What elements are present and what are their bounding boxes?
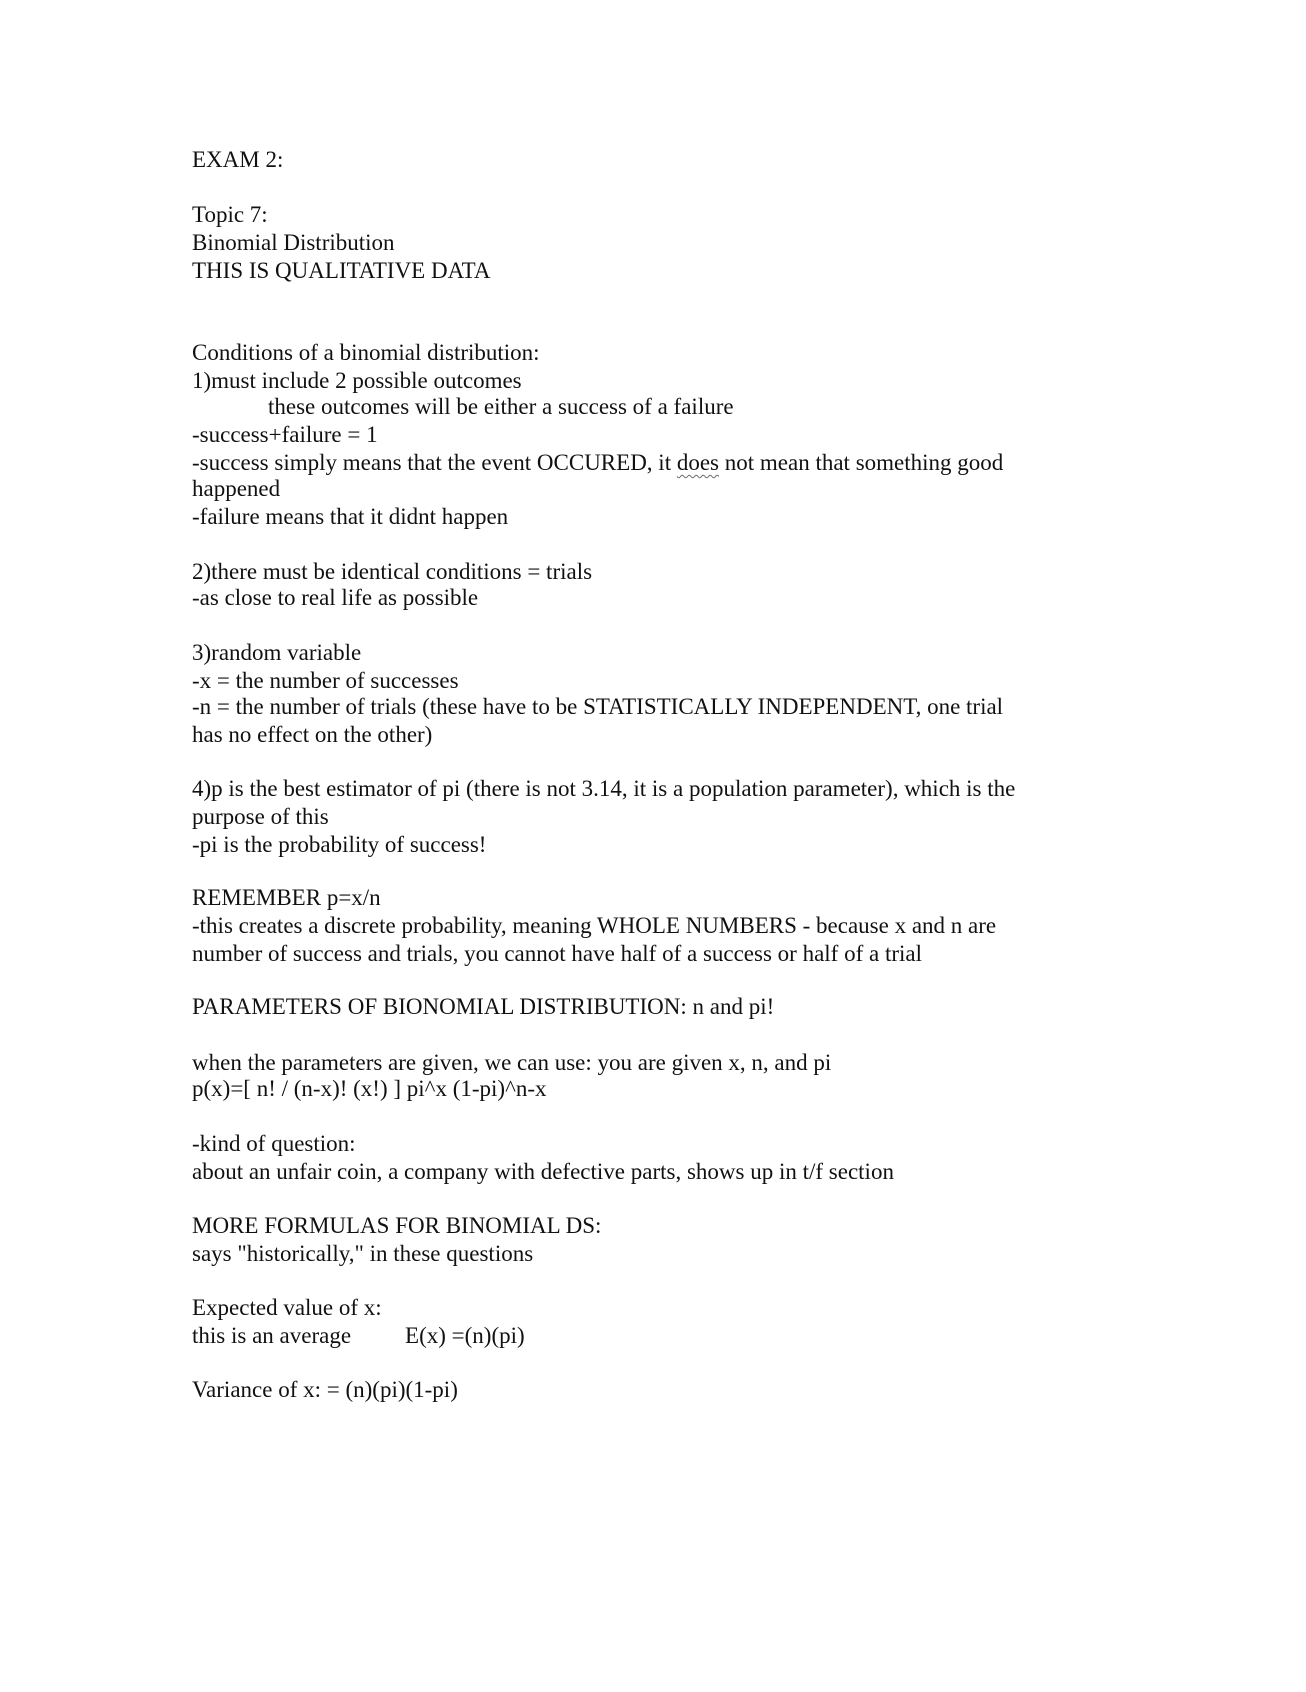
condition-4-line: -pi is the probability of success! bbox=[192, 832, 487, 857]
condition-3-line: has no effect on the other) bbox=[192, 722, 433, 747]
exam-title: EXAM 2: bbox=[192, 147, 284, 172]
question-line: -kind of question: bbox=[192, 1131, 356, 1156]
data-type-note: THIS IS QUALITATIVE DATA bbox=[192, 258, 491, 283]
text-segment: -success simply means that the event OCCURED, it bbox=[192, 450, 677, 475]
condition-1-line: these outcomes will be either a success of a failure bbox=[268, 394, 734, 419]
condition-1-line: 1)must include 2 possible outcomes bbox=[192, 368, 522, 393]
condition-3-line: 3)random variable bbox=[192, 640, 362, 665]
condition-4-line: purpose of this bbox=[192, 804, 329, 829]
condition-3-line: -n = the number of trials (these have to be STATISTICALLY INDEPENDENT, one trial bbox=[192, 694, 1004, 719]
given-line: when the parameters are given, we can use: you are given x, n, and pi bbox=[192, 1050, 832, 1075]
condition-1-line: -success+failure = 1 bbox=[192, 422, 378, 447]
formulas-note: says "historically," in these questions bbox=[192, 1241, 534, 1266]
question-line: about an unfair coin, a company with defective parts, shows up in t/f section bbox=[192, 1159, 894, 1184]
formula-segment: E(x) =(n)(pi) bbox=[405, 1323, 525, 1348]
text-segment: not mean that something good bbox=[719, 450, 1004, 475]
text-segment: this is an average bbox=[192, 1323, 352, 1348]
topic-label: Topic 7: bbox=[192, 202, 268, 227]
condition-2-line: 2)there must be identical conditions = trials bbox=[192, 559, 593, 584]
condition-1-line: -failure means that it didnt happen bbox=[192, 504, 509, 529]
parameters-line: PARAMETERS OF BIONOMIAL DISTRIBUTION: n and pi! bbox=[192, 994, 775, 1019]
condition-2-line: -as close to real life as possible bbox=[192, 585, 479, 610]
formula-line: p(x)=[ n! / (n-x)! (x!) ] pi^x (1-pi)^n-x bbox=[192, 1076, 547, 1101]
condition-4-line: 4)p is the best estimator of pi (there is not 3.14, it is a population parameter), which is the bbox=[192, 776, 1016, 801]
condition-1-line: happened bbox=[192, 476, 281, 501]
expected-value-line bbox=[192, 1322, 525, 1350]
condition-3-line: -x = the number of successes bbox=[192, 668, 459, 693]
variance-line: Variance of x: = (n)(pi)(1-pi) bbox=[192, 1377, 458, 1402]
conditions-heading: Conditions of a binomial distribution: bbox=[192, 340, 540, 365]
subject-title: Binomial Distribution bbox=[192, 230, 395, 255]
condition-1-line bbox=[192, 449, 1003, 477]
formulas-heading: MORE FORMULAS FOR BINOMIAL DS: bbox=[192, 1213, 602, 1238]
spellcheck-word: does bbox=[676, 450, 720, 475]
remember-line: -this creates a discrete probability, meaning WHOLE NUMBERS - because x and n are bbox=[192, 913, 997, 938]
remember-line: number of success and trials, you cannot have half of a success or half of a trial bbox=[192, 941, 922, 966]
remember-line: REMEMBER p=x/n bbox=[192, 885, 381, 910]
expected-value-heading: Expected value of x: bbox=[192, 1295, 382, 1320]
